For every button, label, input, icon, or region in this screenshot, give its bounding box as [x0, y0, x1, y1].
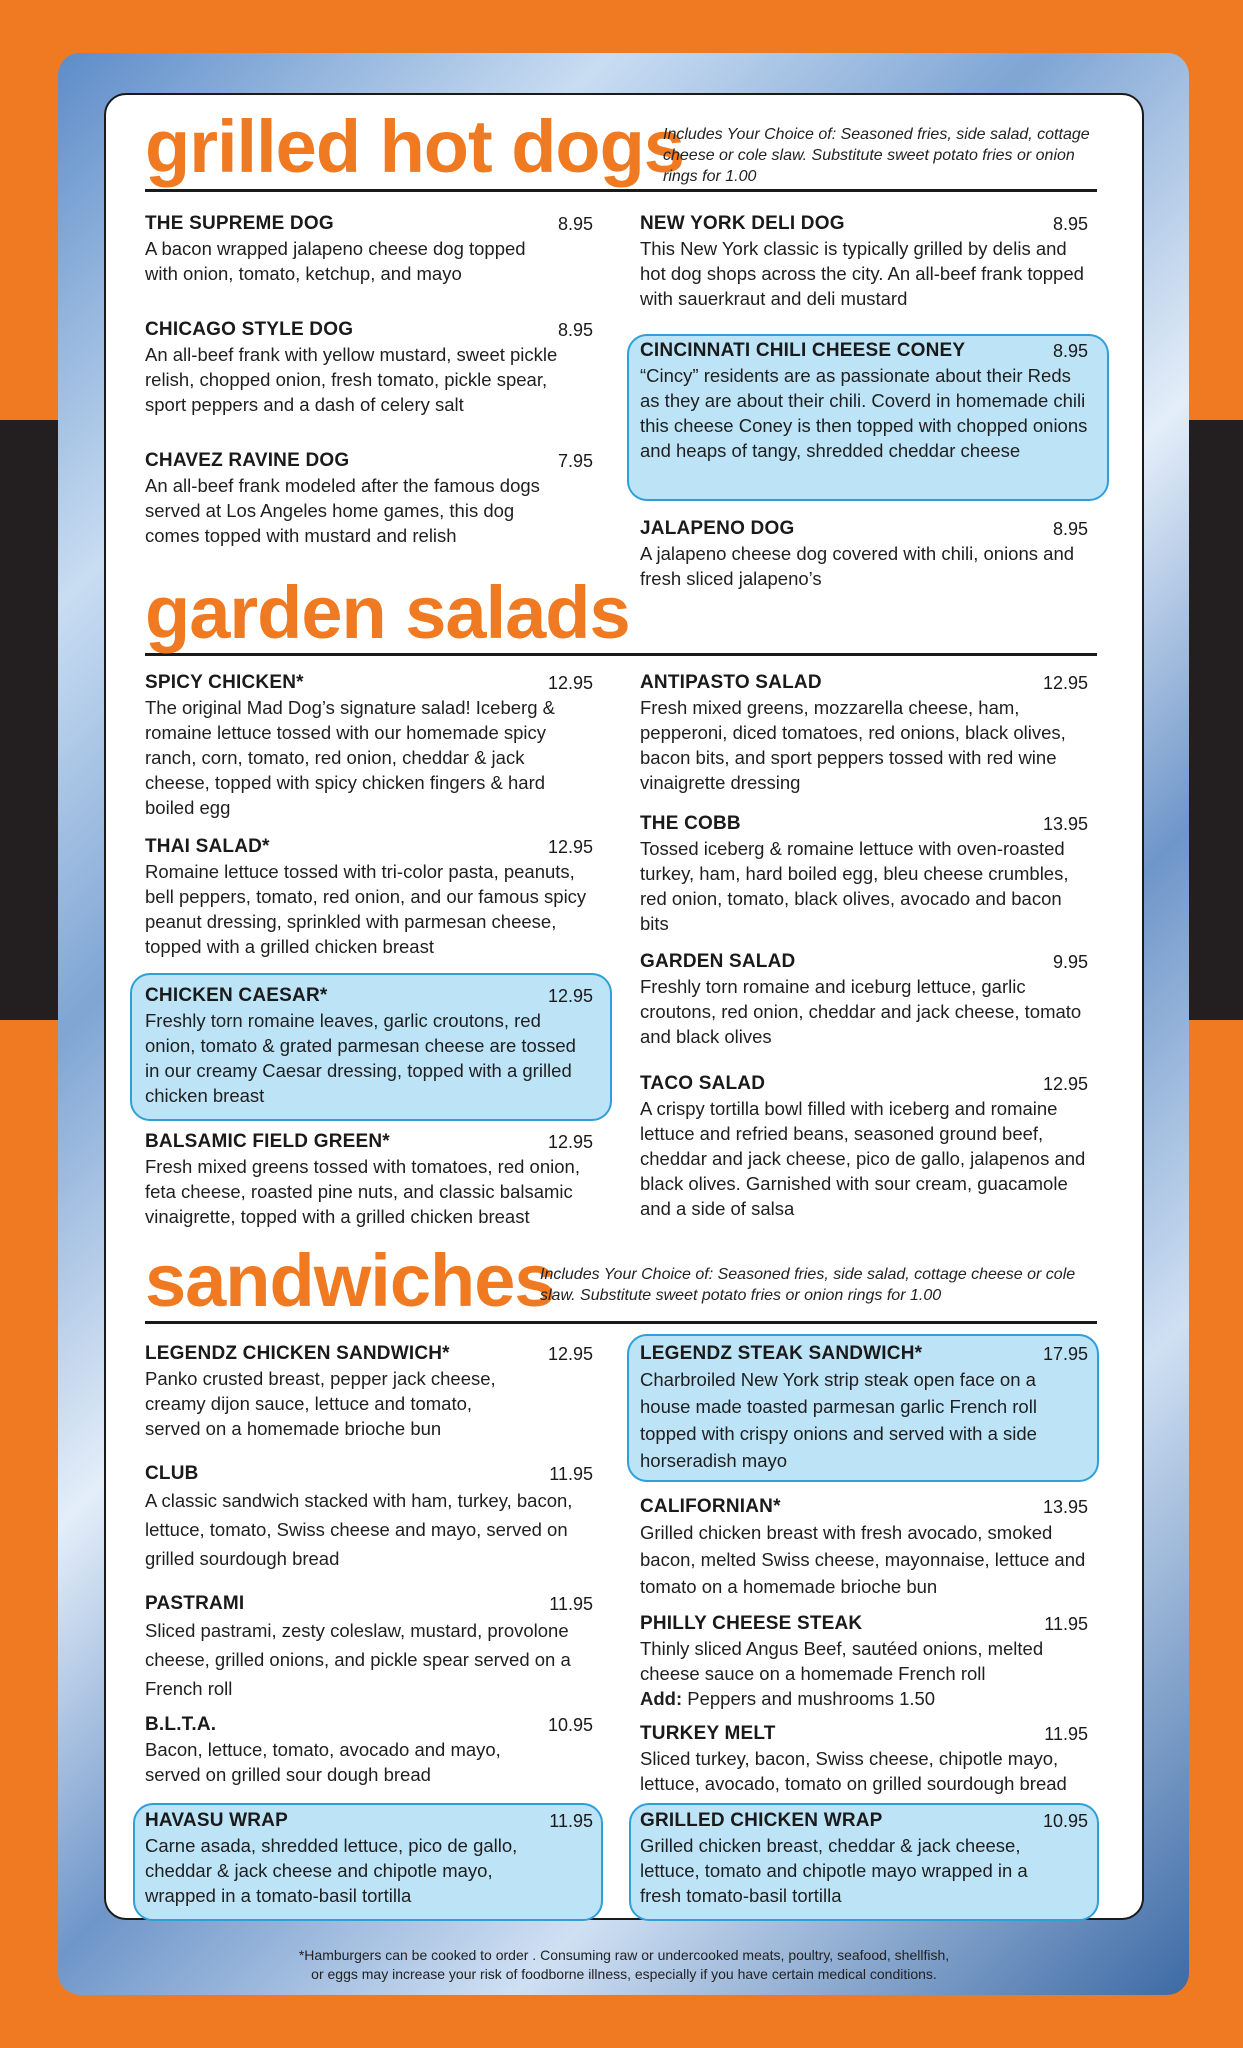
footer-disclaimer — [104, 1946, 1144, 1984]
item-name: JALAPENO DOG — [640, 518, 795, 539]
item-price: 12.95 — [1042, 673, 1088, 693]
item-description: Freshly torn romaine leaves, garlic croutons, red onion, tomato & grated parmesan cheese are tossed in our creamy Caesar dressing, topped with a grilled chicken breast — [145, 1010, 576, 1106]
item-price: 13.95 — [1042, 1497, 1088, 1517]
item-description: An all-beef frank with yellow mustard, sweet pickle relish, chopped onion, fresh tomato, pickle spear, sport peppers and a dash of celery salt — [145, 344, 558, 415]
menu-item — [145, 984, 593, 1108]
item-name: THE SUPREME DOG — [145, 213, 334, 234]
item-price: 17.95 — [1042, 1344, 1088, 1364]
menu-item — [640, 812, 1088, 936]
item-description: This New York classic is typically grilled by delis and hot dog shops across the city. An all-beef frank topped with sauerkraut and deli mustard — [640, 238, 1084, 309]
item-name: ANTIPASTO SALAD — [640, 672, 822, 693]
menu-item — [145, 212, 593, 286]
menu-item — [640, 339, 1088, 463]
menu-item — [145, 1713, 593, 1787]
item-price: 12.95 — [1042, 1074, 1088, 1094]
item-description: “Cincy” residents are as passionate about their Reds as they are about their chili. Coverd in homemade chili this cheese Coney is then topped with chopped onions and heaps of tangy, shredded cheddar cheese — [640, 365, 1088, 461]
item-description: Freshly torn romaine and iceburg lettuce, garlic croutons, red onion, cheddar and jack cheese, tomato and black olives — [640, 976, 1082, 1047]
item-price: 12.95 — [547, 986, 593, 1006]
item-price: 11.95 — [1044, 1724, 1088, 1744]
item-description: Tossed iceberg & romaine lettuce with oven-roasted turkey, ham, hard boiled egg, bleu cheese crumbles, red onion, tomato, black olives, avocado and bacon bits — [640, 838, 1069, 934]
item-description: Charbroiled New York strip steak open face on a house made toasted parmesan garlic French roll topped with crispy onions and served with a side horseradish mayo — [640, 1369, 1037, 1471]
item-description: A crispy tortilla bowl filled with iceberg and romaine lettuce and refried beans, seasoned ground beef, cheddar and jack cheese, pico de gallo, jalapenos and black olives. Garnished with sour cream, guacamole and a side of salsa — [640, 1098, 1086, 1219]
addon-label: Add: — [640, 1688, 683, 1709]
menu-item — [640, 1495, 1088, 1600]
item-name: CLUB — [145, 1463, 199, 1484]
item-price: 11.95 — [1044, 1614, 1088, 1634]
menu-item — [640, 1612, 1088, 1711]
item-name: BALSAMIC FIELD GREEN* — [145, 1131, 390, 1152]
menu-item — [145, 449, 593, 548]
item-description: A bacon wrapped jalapeno cheese dog topped with onion, tomato, ketchup, and mayo — [145, 238, 526, 284]
menu-item — [145, 1342, 593, 1441]
item-description: Fresh mixed greens tossed with tomatoes, red onion, feta cheese, roasted pine nuts, and classic balsamic vinaigrette, topped with a grilled chicken breast — [145, 1156, 580, 1227]
menu-item — [640, 1809, 1088, 1908]
item-name: B.L.T.A. — [145, 1714, 217, 1735]
item-description: Thinly sliced Angus Beef, sautéed onions, melted cheese sauce on a homemade French roll — [640, 1638, 1044, 1684]
item-description: Grilled chicken breast with fresh avocado, smoked bacon, melted Swiss cheese, mayonnaise, lettuce and tomato on a homemade brioche bun — [640, 1522, 1086, 1597]
menu-item — [145, 318, 593, 417]
disclaimer-line: *Hamburgers can be cooked to order . Consuming raw or undercooked meats, poultry, seafood, shellfish, — [298, 1947, 950, 1963]
item-name: LEGENDZ STEAK SANDWICH* — [640, 1343, 923, 1364]
item-name: SPICY CHICKEN* — [145, 672, 304, 693]
item-price: 8.95 — [557, 320, 593, 340]
section-title: sandwiches — [145, 1239, 555, 1322]
menu-item — [640, 671, 1088, 795]
item-name: GRILLED CHICKEN WRAP — [640, 1810, 883, 1831]
menu-item — [145, 1809, 593, 1908]
item-price: 8.95 — [557, 214, 593, 234]
item-name: THE COBB — [640, 813, 741, 834]
item-description: The original Mad Dog’s signature salad! Iceberg & romaine lettuce tossed with our homemade spicy ranch, corn, tomato, red onion, cheddar & jack cheese, topped with spicy chicken fingers & hard boiled egg — [145, 697, 555, 818]
section-note: Includes Your Choice of: Seasoned fries, side salad, cottage cheese or cole slaw. Substitute sweet potato fries or onion rings for 1.00 — [663, 126, 1090, 185]
item-name: CHICKEN CAESAR* — [145, 985, 328, 1006]
menu-item — [640, 950, 1088, 1049]
item-name: CINCINNATI CHILI CHEESE CONEY — [640, 340, 966, 361]
menu-item — [145, 835, 593, 959]
disclaimer-line: or eggs may increase your risk of foodborne illness, especially if you have certain medical conditions. — [311, 1966, 937, 1982]
item-name: HAVASU WRAP — [145, 1810, 288, 1831]
item-price: 11.95 — [549, 1464, 593, 1484]
item-description: A classic sandwich stacked with ham, turkey, bacon, lettuce, tomato, Swiss cheese and mayo, served on grilled sourdough bread — [145, 1490, 573, 1569]
item-name: THAI SALAD* — [145, 836, 270, 857]
item-price: 11.95 — [549, 1811, 593, 1831]
item-description: Grilled chicken breast, cheddar & jack cheese, lettuce, tomato and chipotle mayo wrapped in a fresh tomato-basil tortilla — [640, 1835, 1028, 1906]
item-price: 8.95 — [1052, 341, 1088, 361]
item-price: 13.95 — [1042, 814, 1088, 834]
item-description: Carne asada, shredded lettuce, pico de gallo, cheddar & jack cheese and chipotle mayo, wrapped in a tomato-basil tortilla — [145, 1835, 518, 1906]
menu-item — [640, 1722, 1088, 1796]
item-name: CALIFORNIAN* — [640, 1496, 781, 1517]
item-description: Sliced pastrami, zesty coleslaw, mustard, provolone cheese, grilled onions, and pickle spear served on a French roll — [145, 1620, 571, 1699]
item-addon — [640, 1686, 1088, 1711]
item-name: NEW YORK DELI DOG — [640, 213, 845, 234]
item-name: CHAVEZ RAVINE DOG — [145, 450, 350, 471]
item-name: CHICAGO STYLE DOG — [145, 319, 354, 340]
item-price: 12.95 — [547, 673, 593, 693]
salads-header — [145, 570, 1097, 656]
item-price: 8.95 — [1052, 519, 1088, 539]
item-description: Panko crusted breast, pepper jack cheese, creamy dijon sauce, lettuce and tomato, served on a homemade brioche bun — [145, 1368, 496, 1439]
item-name: TACO SALAD — [640, 1073, 766, 1094]
item-price: 12.95 — [547, 1132, 593, 1152]
item-description: Sliced turkey, bacon, Swiss cheese, chipotle mayo, lettuce, avocado, tomato on grilled sourdough bread — [640, 1748, 1067, 1794]
item-description: Fresh mixed greens, mozzarella cheese, ham, pepperoni, diced tomatoes, red onions, black olives, bacon bits, and sport peppers tossed with red wine vinaigrette dressing — [640, 697, 1066, 793]
sandwiches-header — [145, 1236, 1097, 1324]
item-price: 8.95 — [1052, 214, 1088, 234]
item-description: Romaine lettuce tossed with tri-color pasta, peanuts, bell peppers, tomato, red onion, and our famous spicy peanut dressing, sprinkled with parmesan cheese, topped with a grilled chicken breast — [145, 861, 587, 957]
menu-item — [640, 212, 1088, 311]
item-name: TURKEY MELT — [640, 1723, 776, 1744]
item-name: GARDEN SALAD — [640, 951, 796, 972]
item-price: 12.95 — [547, 837, 593, 857]
item-price: 10.95 — [1042, 1811, 1088, 1831]
menu-item — [145, 1130, 593, 1229]
item-description: An all-beef frank modeled after the famous dogs served at Los Angeles home games, this dog comes topped with mustard and relish — [145, 475, 540, 546]
item-price: 12.95 — [547, 1344, 593, 1364]
menu-item — [145, 1462, 593, 1573]
menu-item — [640, 1072, 1088, 1221]
item-name: PHILLY CHEESE STEAK — [640, 1613, 863, 1634]
item-price: 10.95 — [547, 1715, 593, 1735]
addon-text: Peppers and mushrooms 1.50 — [687, 1688, 936, 1709]
section-note: Includes Your Choice of: Seasoned fries, side salad, cottage cheese or cole slaw. Substitute sweet potato fries or onion rings for 1.00 — [540, 1266, 1076, 1304]
section-title: grilled hot dogs — [145, 105, 684, 188]
item-description: Bacon, lettuce, tomato, avocado and mayo, served on grilled sour dough bread — [145, 1739, 501, 1785]
item-description: A jalapeno cheese dog covered with chili, onions and fresh sliced jalapeno’s — [640, 543, 1075, 589]
hotdogs-header — [145, 100, 1097, 192]
item-price: 11.95 — [549, 1594, 593, 1614]
item-price: 9.95 — [1052, 952, 1088, 972]
item-price: 7.95 — [557, 451, 593, 471]
menu-item — [145, 1592, 593, 1703]
menu-item — [145, 671, 593, 820]
section-title: garden salads — [145, 571, 630, 654]
menu-item — [640, 1342, 1088, 1474]
item-name: PASTRAMI — [145, 1593, 245, 1614]
item-name: LEGENDZ CHICKEN SANDWICH* — [145, 1343, 450, 1364]
